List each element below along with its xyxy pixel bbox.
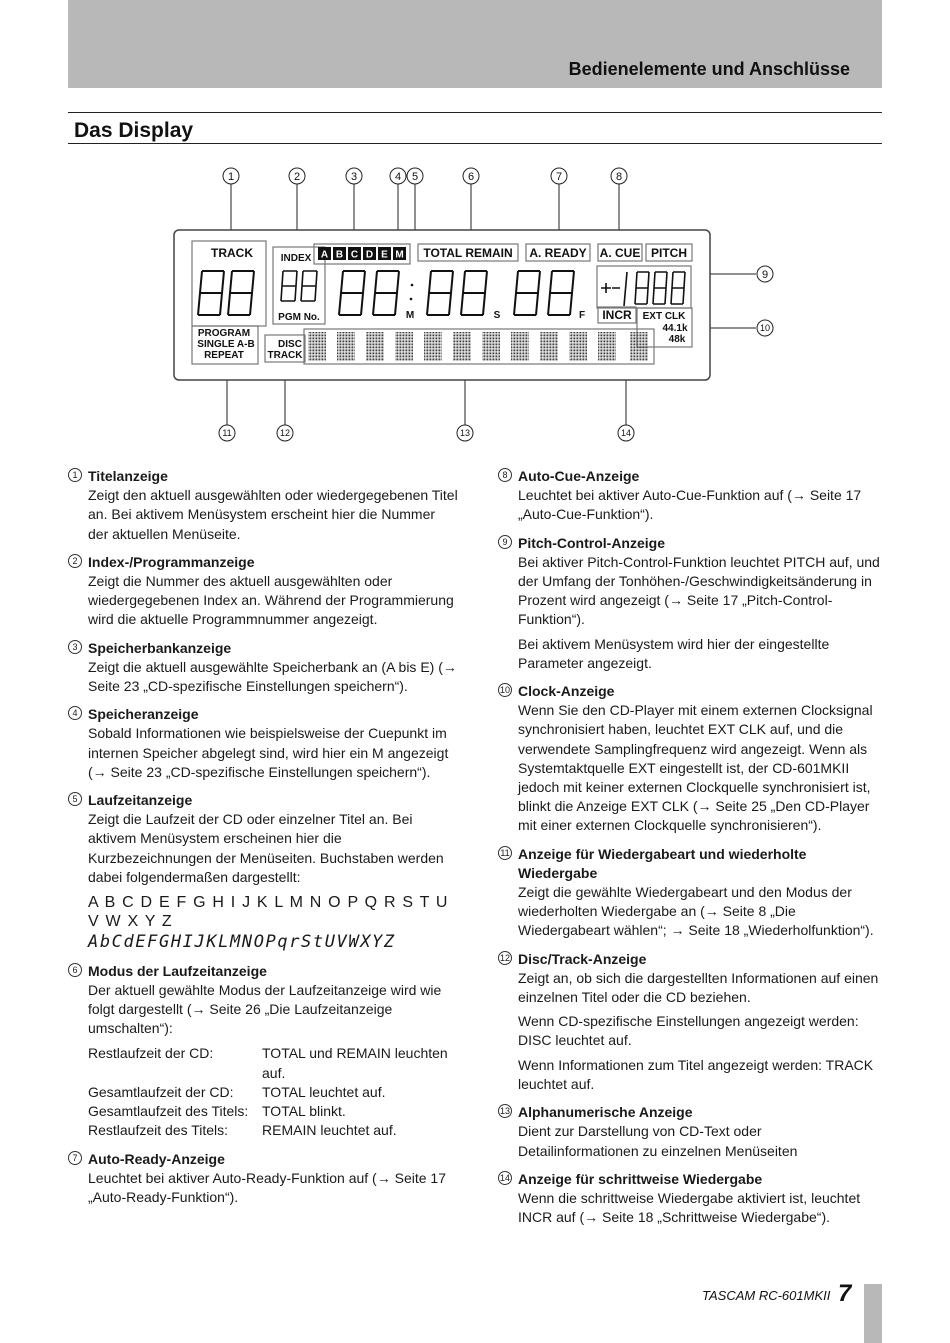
- item-number: 7: [68, 1151, 82, 1165]
- repeat-label: REPEAT: [204, 350, 244, 361]
- item-text: Leuchtet bei aktiver Auto-Cue-Funktion auf (→ Seite 17 „Auto-Cue-Funktion“).: [518, 487, 862, 523]
- item-text: Bei aktiver Pitch-Control-Funktion leuchtet PITCH auf, und der Umfang der Tonhöhen-/Geschwindigkeitsänderung in Prozent wird angezeigt (→ Seite 17 „Pitch-Control-Funktion“).: [518, 553, 880, 628]
- item-text: Wenn Sie den CD-Player mit einem externen Clocksignal synchronisiert haben, leuchtet EXT CLK auf, und die verwendete Samplingfrequenz wird angezeigt. Wenn als Systemtaktquelle EXT eingestellt ist, der CD-601MKII jedoch mit keiner externen Clockquelle synchronisiert ist, blinkt die Anzeige EXT CLK (→ Seite 25 „Den CD-Player mit einer externen Clockquelle synchronisieren“).: [518, 702, 873, 834]
- svg-text:1: 1: [227, 171, 235, 183]
- svg-text:13: 13: [459, 428, 471, 438]
- list-item: [498, 467, 882, 525]
- header-band: [68, 0, 882, 88]
- svg-text:7: 7: [555, 171, 563, 183]
- item-number: 11: [498, 846, 512, 860]
- item-title: Laufzeitanzeige: [88, 792, 193, 809]
- list-item: [68, 467, 458, 544]
- display-diagram: [0, 160, 950, 460]
- incr-label: INCR: [602, 308, 632, 322]
- callout-8: [611, 168, 627, 184]
- callout-11: [219, 425, 235, 441]
- callout-14: [618, 425, 634, 441]
- svg-text:5: 5: [411, 171, 419, 183]
- list-item: [68, 962, 458, 1141]
- item-text: Dient zur Darstellung von CD-Text oder Detailinformationen zu einzelnen Menüseiten: [518, 1123, 798, 1159]
- item-title: Index-/Programmanzeige: [88, 553, 255, 570]
- list-item: [68, 1150, 458, 1208]
- svg-text:A: A: [320, 249, 329, 261]
- item-title: Disc/Track-Anzeige: [518, 950, 647, 967]
- list-item: [498, 845, 882, 941]
- list-item: [498, 1103, 882, 1161]
- item-text: Bei aktivem Menüsystem wird hier der eingestellte Parameter angezeigt.: [518, 635, 830, 671]
- pgm-label: PGM No.: [278, 312, 320, 323]
- table-row: Gesamtlaufzeit der CD: TOTAL leuchtet auf.: [88, 1083, 386, 1100]
- item-title: Modus der Laufzeitanzeige: [88, 962, 267, 979]
- page-tab: [864, 1284, 882, 1343]
- freq-44k-label: 44.1k: [662, 323, 688, 334]
- item-number: 1: [68, 468, 82, 482]
- callout-6: [463, 168, 479, 184]
- svg-text:12: 12: [279, 428, 291, 438]
- callout-13: [457, 425, 473, 441]
- track-label: TRACK: [211, 246, 253, 260]
- callout-5: [407, 168, 423, 184]
- svg-text:6: 6: [467, 171, 475, 183]
- left-column: [68, 467, 458, 1216]
- section-title: Das Display: [74, 119, 194, 142]
- svg-text:9: 9: [761, 269, 769, 281]
- item-title: Anzeige für schrittweise Wiedergabe: [518, 1170, 763, 1187]
- frames-label: F: [578, 310, 586, 321]
- list-item: [68, 639, 458, 697]
- item-text: Zeigt die Nummer des aktuell ausgewählten oder wiedergegebenen Index an. Während der Programmierung wird die aktuelle Programmnummer angezeigt.: [88, 573, 454, 628]
- list-item: [498, 950, 882, 1094]
- item-number: 3: [68, 640, 82, 654]
- svg-text:3: 3: [350, 171, 358, 183]
- item-text: Sobald Informationen wie beispielsweise der Cuepunkt im internen Speicher abgelegt sind, wird hier ein M angezeigt (→ Seite 23 „CD-spezifische Einstellungen speichern“).: [88, 725, 449, 780]
- list-item: [68, 705, 458, 782]
- callout-12: [277, 425, 293, 441]
- table-row: Gesamtlaufzeit des Titels: TOTAL blinkt.: [88, 1103, 346, 1120]
- total-remain-label: TOTAL REMAIN: [423, 246, 513, 260]
- svg-text:2: 2: [293, 171, 301, 183]
- svg-text:D: D: [365, 249, 374, 261]
- footer-brand: TASCAM RC-601MKII: [702, 1288, 831, 1303]
- item-title: Anzeige für Wiedergabeart und wiederholte Wiedergabe: [518, 845, 807, 881]
- item-number: 4: [68, 706, 82, 720]
- a-cue-label: A. CUE: [599, 246, 641, 260]
- minutes-label: M: [405, 310, 415, 321]
- table-row: Restlaufzeit der CD: TOTAL und REMAIN leuchten auf.: [88, 1045, 448, 1081]
- item-text: Wenn Informationen zum Titel angezeigt werden: TRACK leuchtet auf.: [518, 1056, 874, 1092]
- item-text: Zeigt die gewählte Wiedergabeart und den Modus der wiederholten Wiedergabe an (→ Seite 8 „Die Wiedergabeart wählen“; → Seite 18 „Wiederholfunktion“).: [518, 884, 874, 939]
- item-text: Zeigt an, ob sich die dargestellten Informationen auf einen einzelnen Titel oder die CD beziehen.: [518, 969, 879, 1006]
- callout-3: [346, 168, 362, 184]
- svg-text:14: 14: [620, 428, 632, 438]
- svg-text:8: 8: [615, 171, 623, 183]
- svg-text:10: 10: [759, 323, 771, 333]
- disc-label: DISC: [278, 339, 302, 350]
- header-title: Bedienelemente und Anschlüsse: [568, 59, 850, 79]
- item-title: Clock-Anzeige: [518, 683, 615, 700]
- item-title: Auto-Ready-Anzeige: [88, 1150, 225, 1167]
- item-title: Speicheranzeige: [88, 706, 199, 723]
- item-text: Wenn CD-spezifische Einstellungen angezeigt werden: DISC leuchtet auf.: [518, 1013, 859, 1049]
- svg-text:11: 11: [222, 428, 232, 438]
- item-number: 2: [68, 554, 82, 568]
- item-text: Zeigt die Laufzeit der CD oder einzelner Titel an. Bei aktivem Menüsystem erscheinen hier die Kurzbezeichnungen der Menüseiten. Buchstaben werden dabei folgendermaßen dargestellt:: [88, 811, 444, 885]
- table-row: Restlaufzeit des Titels: REMAIN leuchtet auf.: [88, 1122, 397, 1139]
- divider: [68, 143, 882, 144]
- page-number: 7: [838, 1280, 852, 1307]
- divider: [68, 112, 882, 113]
- item-number: 14: [499, 1172, 510, 1183]
- list-item: [498, 534, 882, 673]
- modes-table: [88, 1044, 458, 1140]
- svg-text:B: B: [335, 249, 344, 261]
- callout-10: [757, 320, 773, 336]
- callout-2: [289, 168, 305, 184]
- list-item: [498, 682, 882, 836]
- index-label: INDEX: [280, 253, 312, 264]
- ext-clk-label: EXT CLK: [642, 311, 686, 322]
- item-text: Leuchtet bei aktiver Auto-Ready-Funktion auf (→ Seite 17 „Auto-Ready-Funktion“).: [88, 1169, 446, 1205]
- item-text: Zeigt den aktuell ausgewählten oder wiedergegebenen Titel an. Bei aktivem Menüsystem erscheint hier die Nummer der aktuellen Menüseite.: [88, 487, 458, 542]
- alphabet-segment: AbCdEFGHIJKLMNOPqrStUVWXYZ: [88, 932, 396, 953]
- callout-1: [223, 168, 239, 184]
- freq-48k-label: 48k: [668, 334, 686, 345]
- list-item: [498, 1170, 882, 1228]
- callout-7: [551, 168, 567, 184]
- item-title: Auto-Cue-Anzeige: [518, 468, 640, 484]
- list-item: [68, 553, 458, 630]
- item-number: 13: [499, 1106, 510, 1117]
- svg-text:E: E: [381, 249, 388, 261]
- track-sub-label: TRACK: [267, 350, 303, 361]
- item-text: Zeigt die aktuell ausgewählte Speicherbank an (A bis E) (→ Seite 23 „CD-spezifische Einstellungen speichern“).: [88, 658, 457, 695]
- alphabet-plain: A B C D E F G H I J K L M N O P Q R S T U V W X Y Z: [88, 894, 449, 931]
- item-title: Pitch-Control-Anzeige: [518, 534, 665, 551]
- svg-text:4: 4: [394, 171, 402, 183]
- seconds-label: S: [493, 310, 501, 321]
- item-number: 6: [68, 963, 82, 977]
- item-title: Speicherbankanzeige: [88, 639, 232, 656]
- callout-4: [390, 168, 406, 184]
- right-column: [498, 467, 882, 1236]
- svg-text:C: C: [350, 249, 359, 261]
- a-ready-label: A. READY: [529, 246, 587, 260]
- single-ab-label: SINGLE A-B: [197, 339, 255, 350]
- svg-text:M: M: [395, 249, 404, 261]
- item-text: Wenn die schrittweise Wiedergabe aktiviert ist, leuchtet INCR auf (→ Seite 18 „Schrittweise Wiedergabe“).: [518, 1189, 861, 1226]
- pitch-label: PITCH: [651, 246, 687, 260]
- item-title: Alphanumerische Anzeige: [518, 1104, 693, 1121]
- item-number: 5: [68, 792, 82, 806]
- item-number: 12: [499, 952, 510, 963]
- item-title: Titelanzeige: [88, 468, 168, 484]
- item-number: 9: [498, 535, 512, 549]
- item-number: 10: [499, 685, 510, 696]
- list-item: [68, 791, 458, 953]
- item-number: 8: [498, 468, 512, 482]
- item-text: Der aktuell gewählte Modus der Laufzeitanzeige wird wie folgt dargestellt (→ Seite 26 „Die Laufzeitanzeige umschalten“):: [88, 981, 442, 1037]
- program-label: PROGRAM: [197, 328, 251, 339]
- callout-9: [757, 266, 773, 282]
